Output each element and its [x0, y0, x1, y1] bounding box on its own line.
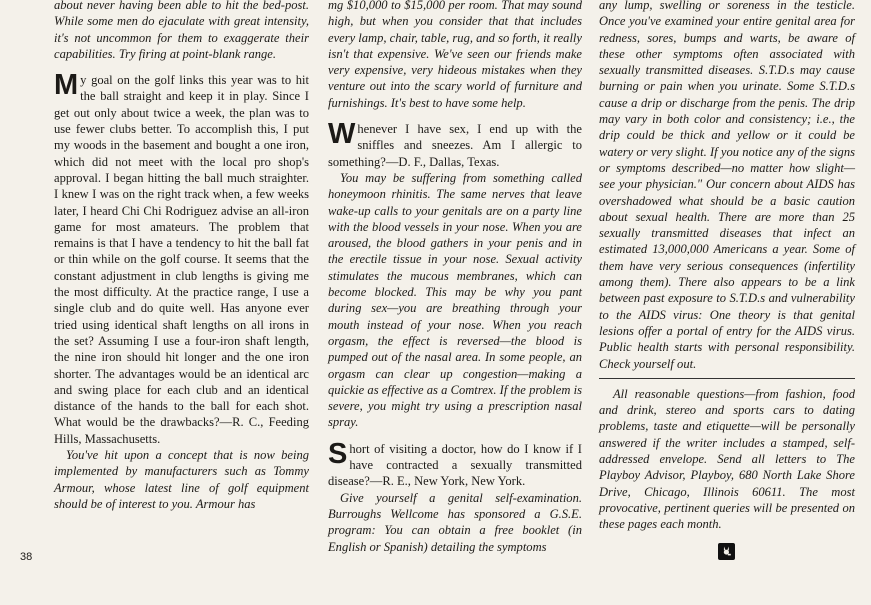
drop-cap: S [328, 437, 347, 470]
question-golf-text: y goal on the golf links this year was to hit the ball straight and keep it in play. Since I get out only about twice a week, the plan was to use fewer clubs better. To accomplish this, I put my woods in the basement and bought a one iron, which did not meet with the local pro shop's approval. I began hitting the ball much straighter. I knew I was on the right track when, a few weeks later, I heard Chi Chi Rodriguez advise an all-iron game for most amateurs. The problem that remains is that I have a tendency to hit the ball fat or thin while on the golf course. It seems that the constant adjustment in club lengths is giving me the most difficulty. At the practice range, I use a single club and do quite well. Has anyone ever tried using identical shaft lengths on all irons in the set? Assuming I use a four-iron shaft length, the nine iron should hit longer and the one iron shorter. The advantages would be an identical arc and swing place for each club and an identical distance of the hands to the ball for each shot. What would be the drawbacks?—R. C., Feeding Hills, Massachusetts. [54, 73, 309, 446]
divider-rule [599, 378, 855, 379]
question-sneezes [328, 118, 582, 170]
question-std [328, 437, 582, 490]
answer-sneezes: You may be suffering from something called honeymoon rhinitis. The same nerves that leave wake-up calls to your genitals are on a party line with the blood vessels in your nose. When you are aroused, the blood gathers in your penis and in the erectile tissue in your nose. Sexual activity stimulates the mucous membranes, which can become blocked. This may be why you pant during sex—you are breathing through your mouth instead of your nose. When you reach orgasm, the effect is reversed—the blood is pumped out of the nasal area. In some people, an orgasm can clear up congestion—making a quickie as effective as a Comtrex. If the problem is severe, you might try using a prescription nasal spray. [328, 170, 582, 430]
column-3 [599, 0, 855, 533]
answer-golf: You've hit upon a concept that is now being implemented by manufacturers such as Tommy Armour, whose latest line of golf equipment should be of interest to you. Armour has [54, 448, 309, 511]
advisor-closing-note: All reasonable questions—from fashion, food and drink, stereo and sports cars to dating problems, taste and etiquette—will be personally answered if the writer includes a stamped, self-addressed envelope. Send all letters to The Playboy Advisor, Playboy, 680 North Lake Shore Drive, Chicago, Illinois 60611. The most provocative, pertinent queries will be presented on these pages each month. [599, 386, 855, 532]
question-golf [54, 69, 309, 447]
column-1 [54, 0, 309, 512]
bunny-logo-icon [718, 543, 735, 560]
answer-continuation: any lump, swelling or soreness in the testicle. Once you've examined your entire genital area for redness, sores, bumps and warts, be aware of these other symptoms often associated with sexually transmitted diseases. S.T.D.s may cause burning or pain when you urinate. Some S.T.D.s cause a drip or discharge from the penis. The drip may vary in both color and consistency; i.e., the drip could be thick and yellow or it could be watery or very slight. If you notice any of the signs or symptoms described—no matter how slight—see your physician." Our concern about AIDS has overshadowed what should be a basic caution about sexual health. There are more than 25 sexually transmitted diseases that infect an estimated 13,000,000 Americans a year. Some of them have very serious consequences (infertility among them). There also appears to be a link between past exposure to S.T.D.s and vulnerability to the AIDS virus: One theory is that genital lesions offer a portal of entry for the AIDS virus. Public health starts with personal responsibility. Check yourself out. [599, 0, 855, 371]
answer-std: Give yourself a genital self-examination. Burroughs Wellcome has sponsored a G.S.E. program: You can obtain a free booklet (in English or Spanish) detailing the symptoms [328, 490, 582, 554]
drop-cap: M [54, 69, 78, 102]
drop-cap: W [328, 118, 355, 151]
answer-continuation: about never having been able to hit the bed-post. While some men do ejaculate with great intensity, it's not uncommon for them to exaggerate their capabilities. Try firing at point-blank range. [54, 0, 309, 61]
page-number: 38 [20, 551, 33, 563]
question-sneezes-text: henever I have sex, I end up with the sniffles and sneezes. Am I allergic to something?—D. F., Dallas, Texas. [328, 122, 582, 169]
column-2 [328, 0, 582, 555]
answer-continuation: mg $10,000 to $15,000 per room. That may sound high, but when you consider that that includes every lamp, chair, table, rug, and so forth, it really isn't that expensive. We've seen our friends make very expensive, very hideous mistakes when they venture out into the scary world of furniture and furnishings. It's best to have some help. [328, 0, 582, 110]
question-std-text: hort of visiting a doctor, how do I know if I have contracted a sexually transmitted disease?—R. E., New York, New York. [328, 441, 582, 489]
